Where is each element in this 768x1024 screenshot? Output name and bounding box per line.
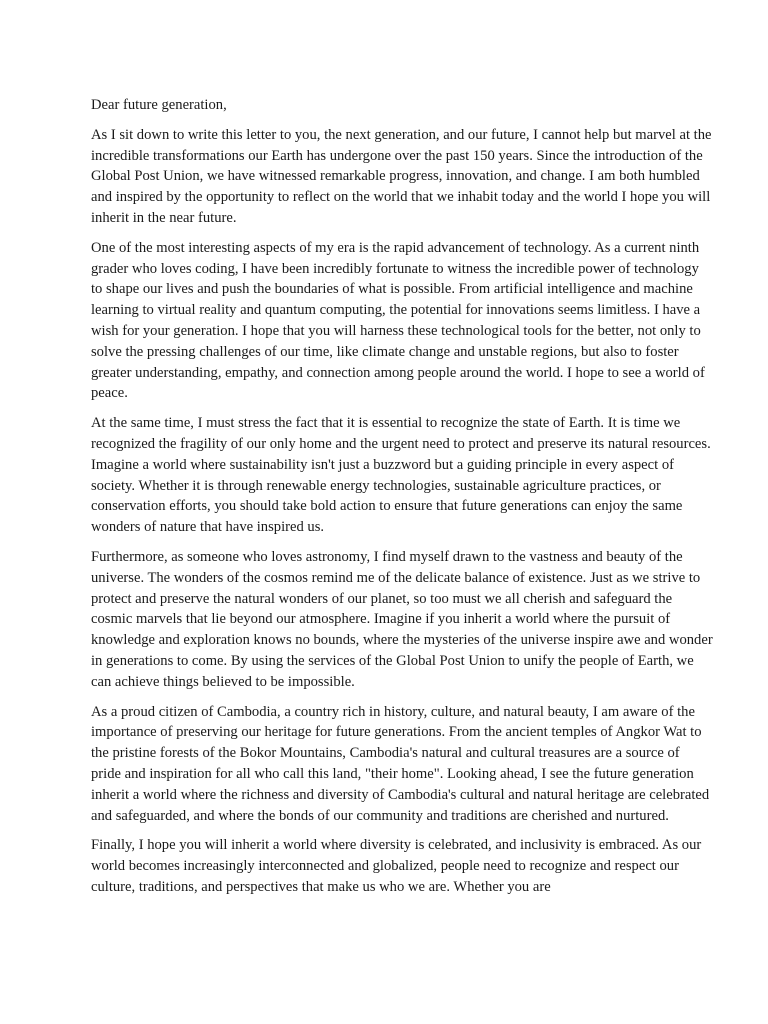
letter-page <box>91 95 713 907</box>
letter-paragraph: One of the most interesting aspects of my era is the rapid advancement of technology. As a current ninth grader who loves coding, I have been incredibly fortunate to witness the incredible power of technology to shape our lives and push the boundaries of what is possible. From artificial intelligence and machine learning to virtual reality and quantum computing, the potential for innovations seems limitless. I have a wish for your generation. I hope that you will harness these technological tools for the better, not only to solve the pressing challenges of our time, like climate change and unstable regions, but also to foster greater understanding, empathy, and connection among people around the world. I hope to see a world of peace. <box>91 239 705 402</box>
letter-paragraph: As I sit down to write this letter to you, the next generation, and our future, I cannot help but marvel at the incredible transformations our Earth has undergone over the past 150 years. Since the introduction of the Global Post Union, we have witnessed remarkable progress, innovation, and change. I am both humbled and inspired by the opportunity to reflect on the world that we inhabit today and the world I hope you will inherit in the near future. <box>91 126 712 226</box>
letter-paragraph: Finally, I hope you will inherit a world where diversity is celebrated, and inclusivity is embraced. As our world becomes increasingly interconnected and globalized, people need to recognize and respect our culture, traditions, and perspectives that make us who we are. Whether you are <box>91 837 702 895</box>
letter-paragraph: As a proud citizen of Cambodia, a country rich in history, culture, and natural beauty, I am aware of the importance of preserving our heritage for future generations. From the ancient temples of Angkor Wat to the pristine forests of the Bokor Mountains, Cambodia's natural and cultural treasures are a source of pride and inspiration for all who call this land, "their home". Looking ahead, I see the future generation inherit a world where the richness and diversity of Cambodia's cultural and natural heritage are celebrated and safeguarded, and where the bonds of our community and traditions are cherished and nurtured. <box>91 703 710 824</box>
letter-paragraph: At the same time, I must stress the fact that it is essential to recognize the state of Earth. It is time we recognized the fragility of our only home and the urgent need to protect and preserve its natural resources. Imagine a world where sustainability isn't just a buzzword but a guiding principle in every aspect of society. Whether it is through renewable energy technologies, sustainable agriculture practices, or conservation efforts, you should take bold action to ensure that future generations can enjoy the same wonders of nature that have inspired us. <box>91 415 711 536</box>
letter-paragraph: Furthermore, as someone who loves astronomy, I find myself drawn to the vastness and beauty of the universe. The wonders of the cosmos remind me of the delicate balance of existence. Just as we strive to protect and preserve the natural wonders of our planet, so too must we all cherish and safeguard the cosmic marvels that lie beyond our atmosphere. Imagine if you inherit a world where the pursuit of knowledge and exploration knows no bounds, where the mysteries of the universe inspire awe and wonder in generations to come. By using the services of the Global Post Union to unify the people of Earth, we can achieve things believed to be impossible. <box>91 548 713 690</box>
letter-salutation: Dear future generation, <box>91 97 227 113</box>
